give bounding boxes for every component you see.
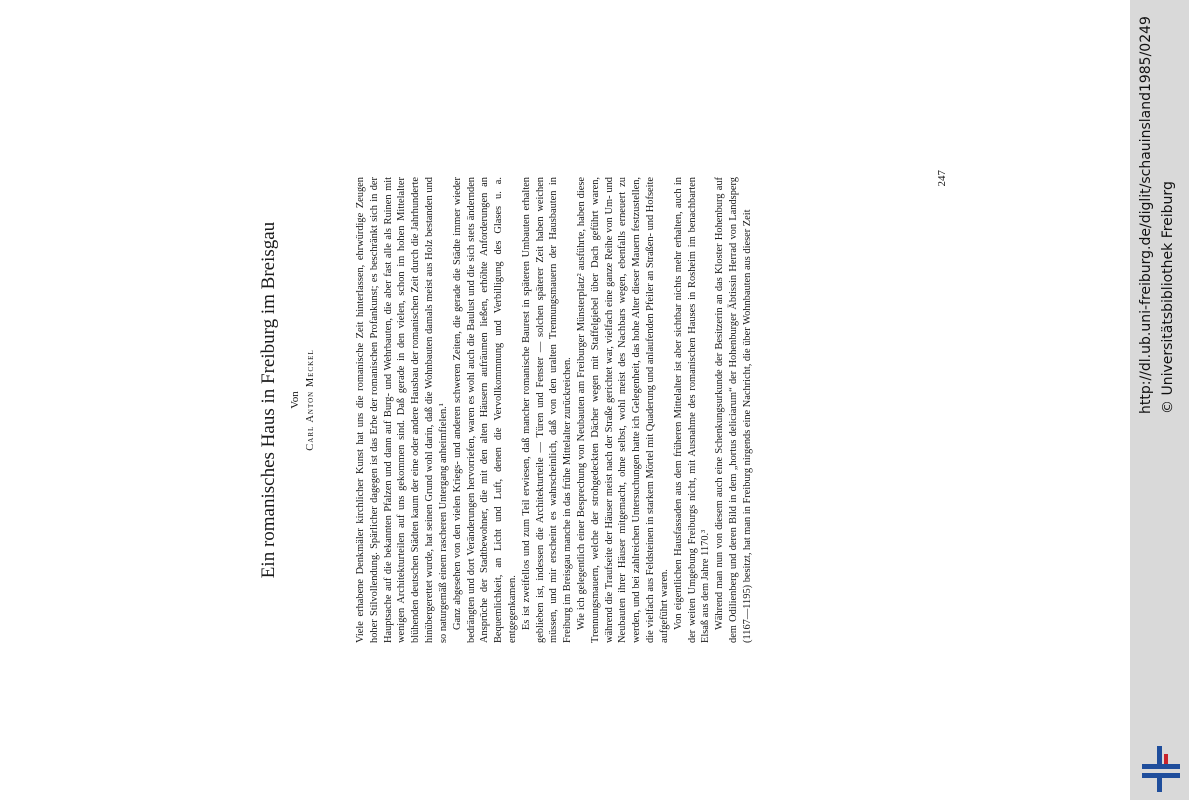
author-prefix: Von	[289, 391, 301, 409]
author-name: Carl Anton Meckel	[305, 349, 316, 451]
paragraph: Ganz abgesehen von den vielen Kriegs- und anderen schweren Zeiten, die gerade die Städte immer wieder bedrängten und dort Veränderungen hervorriefen, waren es wohl auch die Baulust und die sich stets ändernden Ansprüche der Stadtbewohner, die mit den alten Häusern aufräumen ließen, erhöhte Anforderungen an Bequemlichkeit, an Licht und Luft, denen die Vervollkommnung und Verbilligung des Glases u. a. entgegenkamen.	[451, 177, 518, 643]
paragraph: Von eigentlichen Hausfassaden aus dem früheren Mittelalter ist aber sichtbar nichts mehr erhalten, auch in der weiten Umgebung Freiburgs nicht, mit Ausnahme des romanischen Hauses in Rosheim im benachbarten Elsaß aus dem Jahre 1170.³	[672, 177, 712, 643]
logo-bar-1	[1142, 764, 1180, 769]
logo-stem-bottom	[1157, 778, 1162, 792]
sidebar-rotated-text	[1130, 0, 1189, 800]
page-number: 247	[936, 170, 948, 187]
logo-accent	[1164, 754, 1168, 764]
paragraph: Viele erhabene Denkmäler kirchlicher Kunst hat uns die romanische Zeit hinterlassen, ehrwürdige Zeugen hoher Stilvollendung. Spärlicher dagegen ist das Erbe der romanischen Profankunst; es beschränkt sich in der Hauptsache auf die bekannten Pfalzen und dann auf Burg- und Wehrbauten, die aber fast alle als Ruinen mit wenigen Architekturteilen auf uns gekommen sind. Daß gerade in den vielen, schon im hohen Mittelalter blühenden deutschen Städten kaum der eine oder andere Hausbau der romanischen Zeit durch die Jahrhunderte hinübergerettet wurde, hat seinen Grund wohl darin, daß die Wohnbauten damals meist aus Holz bestanden und so naturgemäß einem rascheren Untergang anheimfielen.¹	[355, 177, 449, 643]
paragraph: Wie ich gelegentlich einer Besprechung von Neubauten am Freiburger Münsterplatz² ausführte, haben diese Trennungsmauern, welche der strohgedeckten Dächer wegen mit Staffelgiebel über Dach geführt waren, während die Traufseite der Häuser meist nach der Straße gerichtet war, vielfach eine ganze Reihe von Um- und Neubauten ihrer Häuser mitgemacht, ohne selbst, wohl meist des Nachbars wegen, ebenfalls erneuert zu werden, und bei zahlreichen Untersuchungen hatte ich Gelegenheit, das hohe Alter dieser Mauern festzustellen, die vielfach aus Feldsteinen in starkem Mörtel mit Quaderung und anlaufenden Pfeiler an Straßen- und Hofseite aufgeführt waren.	[576, 177, 670, 643]
logo-bar-2	[1142, 773, 1180, 778]
article-title: Ein romanisches Haus in Freiburg im Breisgau	[258, 221, 279, 579]
paragraph: Es ist zweifellos und zum Teil erwiesen, daß mancher romanische Baurest in späteren Umbauten erhalten geblieben ist, indessen die Architekturteile — Türen und Fenster — solchen späterer Zeit haben weichen müssen, und mir erscheint es wahrscheinlich, daß von den uralten Trennungsmauern der Hausbauten in Freiburg im Breisgau manche in das frühe Mittelalter zurückreichen.	[520, 177, 574, 643]
copyright-notice: © Universitätsbibliothek Freiburg	[1160, 181, 1176, 414]
library-logo-icon	[1140, 744, 1182, 794]
logo-stem-top	[1157, 746, 1162, 764]
library-sidebar	[1130, 0, 1189, 800]
paragraph: Während man nun von diesem auch eine Schenkungsurkunde der Besitzerin an das Kloster Hohenburg auf dem Odilienberg und deren Bild in dem „hortus deliciarum“ der Hohenburger Äbtissin Herrad von Landsperg (1167—1195) besitzt, hat man in Freiburg nirgends eine Nachricht, die über Wohnbauten aus dieser Zeit	[714, 177, 753, 643]
article-body	[354, 177, 755, 643]
source-url-link[interactable]: http://dl.ub.uni-freiburg.de/diglit/schauinsland1985/0249	[1138, 16, 1154, 414]
